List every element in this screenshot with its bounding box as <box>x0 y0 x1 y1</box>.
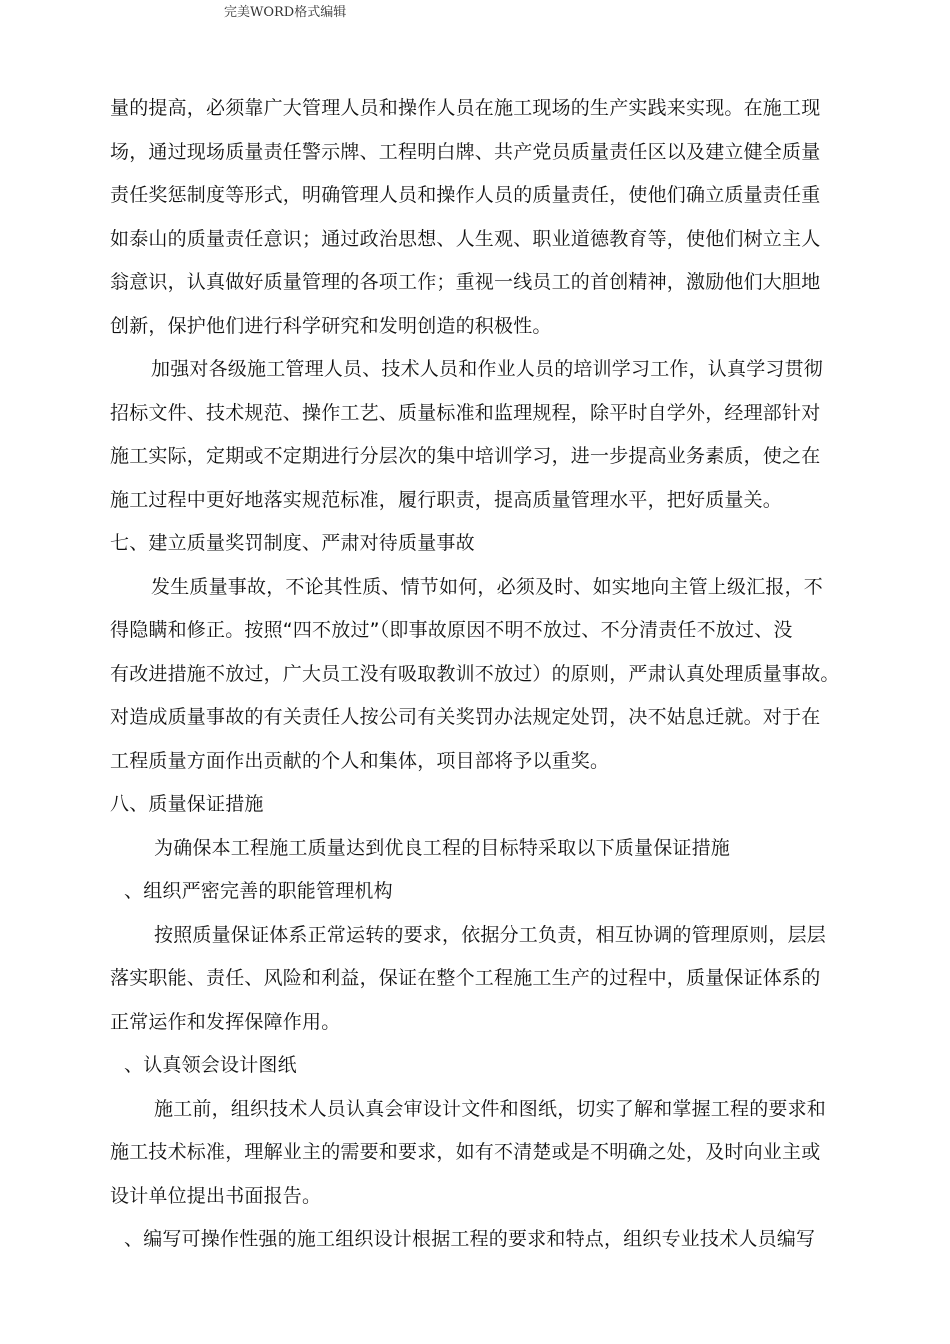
document-body <box>110 87 870 1262</box>
paragraph-line: 加强对各级施工管理人员、技术人员和作业人员的培训学习工作，认真学习贯彻 <box>151 358 824 380</box>
paragraph-line: 按照质量保证体系正常运转的要求，依据分工负责，相互协调的管理原则，层层 <box>154 923 827 946</box>
paragraph-line: 正常运作和发挥保障作用。 <box>110 1010 341 1033</box>
paragraph-line: 设计单位提出书面报告。 <box>110 1184 322 1207</box>
paragraph-line: 场，通过现场质量责任警示牌、工程明白牌、共产党员质量责任区以及建立健全质量 <box>110 140 821 163</box>
paragraph-line: 量的提高，必须靠广大管理人员和操作人员在施工现场的生产实践来实现。在施工现 <box>110 97 821 119</box>
paragraph-line: 工程质量方面作出贡献的个人和集体，项目部将予以重奖。 <box>110 749 610 772</box>
paragraph-line: 得隐瞒和修正。按照“四不放过”（即事故原因不明不放过、不分清责任不放过、没 <box>110 619 793 641</box>
paragraph-line: 施工前，组织技术人员认真会审设计文件和图纸，切实了解和掌握工程的要求和 <box>154 1097 827 1120</box>
paragraph-line: 对造成质量事故的有关责任人按公司有关奖罚办法规定处罚，决不姑息迁就。对于在 <box>110 706 821 728</box>
subsection-heading: 、组织严密完善的职能管理机构 <box>124 880 393 902</box>
paragraph-line: 落实职能、责任、风险和利益，保证在整个工程施工生产的过程中，质量保证体系的 <box>110 967 821 989</box>
section-heading: 八、质量保证措施 <box>110 793 264 815</box>
paragraph-line: 施工技术标准，理解业主的需要和要求，如有不清楚或是不明确之处，及时向业主或 <box>110 1141 821 1163</box>
section-heading: 七、建立质量奖罚制度、严肃对待质量事故 <box>110 532 475 554</box>
paragraph-line: 责任奖惩制度等形式，明确管理人员和操作人员的质量责任，使他们确立质量责任重 <box>110 184 821 206</box>
paragraph-line: 发生质量事故，不论其性质、情节如何，必须及时、如实地向主管上级汇报，不 <box>151 575 824 598</box>
paragraph-line: 施工过程中更好地落实规范标准，履行职责，提高质量管理水平，把好质量关。 <box>110 488 783 511</box>
paragraph-line: 如泰山的质量责任意识；通过政治思想、人生观、职业道德教育等，使他们树立主人 <box>110 227 821 250</box>
paragraph-line: 翁意识，认真做好质量管理的各项工作；重视一线员工的首创精神，激励他们大胆地 <box>110 271 821 293</box>
subsection-heading: 、编写可操作性强的施工组织设计根据工程的要求和特点，组织专业技术人员编写 <box>124 1228 816 1250</box>
paragraph-line: 为确保本工程施工质量达到优良工程的目标特采取以下质量保证措施 <box>154 836 731 859</box>
paragraph-line: 有改进措施不放过，广大员工没有吸取教训不放过）的原则，严肃认真处理质量事故。 <box>110 662 840 685</box>
subsection-heading: 、认真领会设计图纸 <box>124 1054 297 1076</box>
page-header: 完美WORD格式编辑 <box>224 5 347 20</box>
paragraph-line: 施工实际，定期或不定期进行分层次的集中培训学习，进一步提高业务素质，使之在 <box>110 445 821 467</box>
paragraph-line: 招标文件、技术规范、操作工艺、质量标准和监理规程，除平时自学外，经理部针对 <box>110 401 821 424</box>
paragraph-line: 创新，保护他们进行科学研究和发明创造的积极性。 <box>110 314 552 337</box>
